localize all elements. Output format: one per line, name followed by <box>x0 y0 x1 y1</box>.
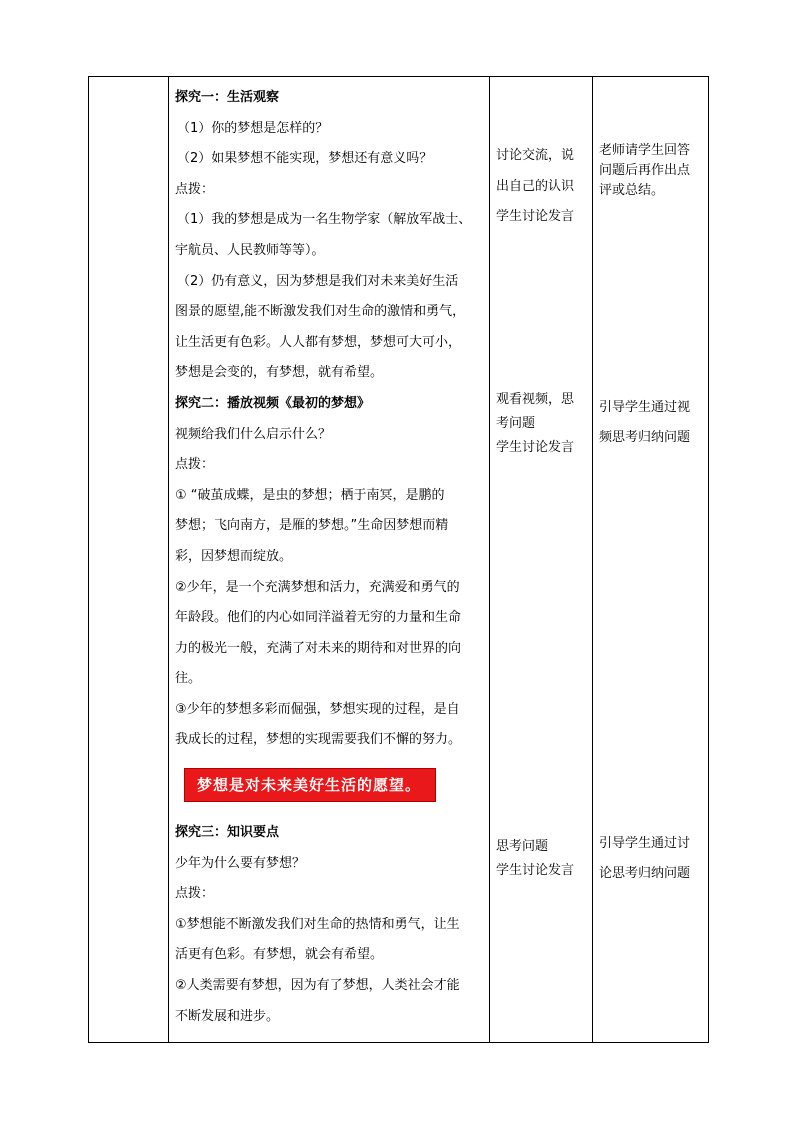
section2-question: 视频给我们什么启示什么？ <box>175 426 332 442</box>
section1-teacher-line-3: 评或总结。 <box>599 183 665 198</box>
section2-student-line-1: 观看视频，思 <box>496 392 575 407</box>
section2-student-line-2: 考问题 <box>496 416 536 431</box>
content-column-cell <box>169 77 490 1043</box>
section2-answer-2-line-2: 年龄段。他们的内心如同洋溢着无穷的力量和生命 <box>175 610 462 626</box>
section2-teacher-activity <box>593 393 708 453</box>
section3-teacher-line-2: 论思考归纳问题 <box>599 866 691 881</box>
section3-answer-1-line-1: ①梦想能不断激发我们对生命的热情和勇气，让生 <box>175 916 460 932</box>
content-body <box>169 77 489 1032</box>
section3-hint-label: 点拨： <box>175 886 215 902</box>
table-row <box>89 77 709 1043</box>
section2-teacher-line-1: 引导学生通过视 <box>599 400 691 415</box>
section1-student-line-1: 讨论交流，说 <box>496 148 575 163</box>
section3-heading: 探究三：知识要点 <box>175 825 280 841</box>
section2-answer-1-line-3: 彩，因梦想而绽放。 <box>175 548 293 564</box>
student-activity-column-cell <box>490 77 593 1043</box>
callout-banner: 梦想是对未来美好生活的愿望。 <box>184 768 436 802</box>
section1-question-1: （1）你的梦想是怎样的？ <box>177 120 329 136</box>
section1-question-2: （2）如果梦想不能实现，梦想还有意义吗？ <box>177 151 433 167</box>
section1-heading: 探究一：生活观察 <box>175 90 280 105</box>
empty-column-cell <box>89 77 169 1043</box>
section1-answer-2-line-3: 让生活更有色彩。人人都有梦想，梦想可大可小， <box>175 334 462 350</box>
section3-teacher-activity <box>593 829 708 889</box>
section1-answer-2-line-2: 图景的愿望,能不断激发我们对生命的激情和勇气， <box>175 304 466 320</box>
lesson-table <box>88 76 709 1043</box>
section3-teacher-line-1: 引导学生通过讨 <box>599 836 691 851</box>
section2-heading: 探究二：播放视频《最初的梦想》 <box>175 395 371 411</box>
section2-answer-1-line-2: 梦想；飞向南方，是雁的梦想。”生命因梦想而精 <box>175 518 449 534</box>
section1-answer-2-line-1: （2）仍有意义，因为梦想是我们对未来美好生活 <box>177 273 459 289</box>
section3-student-activity <box>490 835 592 883</box>
section3-answer-1-line-2: 活更有色彩。有梦想，就会有希望。 <box>175 947 384 963</box>
section2-answer-2-line-4: 往。 <box>175 671 202 687</box>
section1-hint-label: 点拨： <box>175 181 215 197</box>
section1-teacher-line-2: 问题后再作出点 <box>599 163 691 178</box>
section1-answer-1-line-1: （1）我的梦想是成为一名生物学家（解放军战士、 <box>177 212 472 228</box>
section3-student-line-1: 思考问题 <box>496 839 549 854</box>
section3-answer-2-line-2: 不断发展和进步。 <box>175 1008 280 1024</box>
section1-student-line-3: 学生讨论发言 <box>496 209 575 224</box>
section1-answer-2-line-4: 梦想是会变的，有梦想，就有希望。 <box>175 365 384 381</box>
section1-teacher-line-1: 老师请学生回答 <box>599 143 691 158</box>
section2-answer-2-line-3: 力的极光一般，充满了对未来的期待和对世界的向 <box>175 640 462 656</box>
section2-teacher-line-2: 频思考归纳问题 <box>599 430 691 445</box>
section2-hint-label: 点拨： <box>175 457 215 473</box>
section3-student-line-2: 学生讨论发言 <box>496 863 575 878</box>
section2-answer-3-line-1: ③少年的梦想多彩而倔强，梦想实现的过程，是自 <box>175 701 460 717</box>
teacher-activity-column-cell <box>593 77 709 1043</box>
section1-student-activity <box>490 141 592 233</box>
section2-answer-2-line-1: ②少年，是一个充满梦想和活力，充满爱和勇气的 <box>175 579 460 595</box>
section3-question: 少年为什么要有梦想？ <box>175 855 306 871</box>
section2-answer-3-line-2: 我成长的过程，梦想的实现需要我们不懈的努力。 <box>175 732 462 748</box>
section3-answer-2-line-1: ②人类需要有梦想，因为有了梦想，人类社会才能 <box>175 978 460 994</box>
section1-answer-1-line-2: 宇航员、人民教师等等）。 <box>175 242 325 258</box>
section1-teacher-activity <box>593 141 708 201</box>
section2-answer-1-line-1: ① “破茧成蝶，是虫的梦想；栖于南冥，是鹏的 <box>175 487 445 503</box>
section2-student-line-3: 学生讨论发言 <box>496 440 575 455</box>
section2-student-activity <box>490 388 592 460</box>
section1-student-line-2: 出自己的认识 <box>496 178 575 194</box>
